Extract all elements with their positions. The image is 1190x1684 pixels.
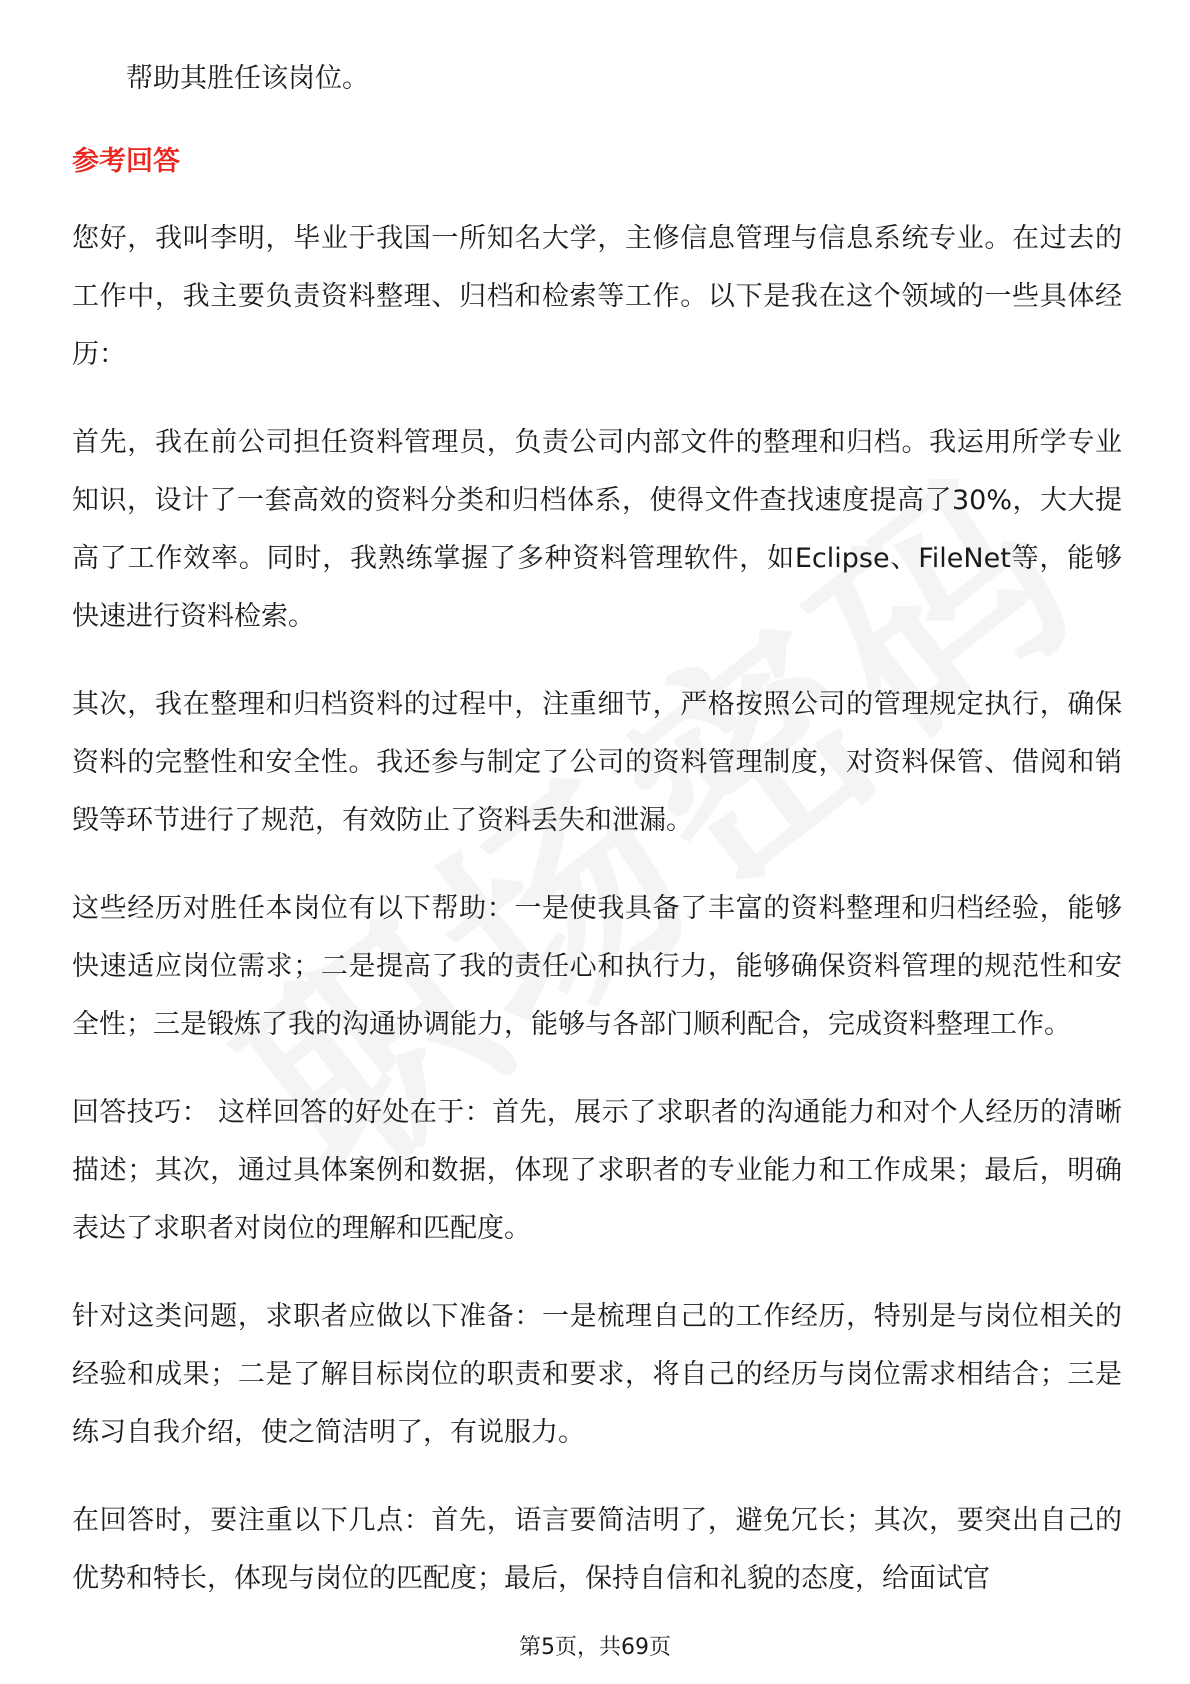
section-heading: 参考回答: [72, 146, 180, 177]
intro-continuation: 帮助其胜任该岗位。: [126, 63, 369, 94]
paragraph-1: 您好，我叫李明，毕业于我国一所知名大学，主修信息管理与信息系统专业。在过去的工作中，我主要负责资料整理、归档和检索等工作。以下是我在这个领域的一些具体经历：: [72, 223, 1122, 370]
paragraph-3: 其次，我在整理和归档资料的过程中，注重细节，严格按照公司的管理规定执行，确保资料的完整性和安全性。我还参与制定了公司的资料管理制度，对资料保管、借阅和销毁等环节进行了规范，有效防止了资料丢失和泄漏。: [72, 689, 1122, 836]
page-number: 第5页，共69页: [519, 1635, 671, 1660]
paragraph-2: 首先，我在前公司担任资料管理员，负责公司内部文件的整理和归档。我运用所学专业知识，设计了一套高效的资料分类和归档体系，使得文件查找速度提高了30%，大大提高了工作效率。同时，我熟练掌握了多种资料管理软件，如Eclipse、FileNet等，能够快速进行资料检索。: [72, 427, 1122, 632]
page-content: [72, 50, 1122, 1608]
paragraph-5: 回答技巧： 这样回答的好处在于：首先，展示了求职者的沟通能力和对个人经历的清晰描述；其次，通过具体案例和数据，体现了求职者的专业能力和工作成果；最后，明确表达了求职者对岗位的理解和匹配度。: [72, 1097, 1122, 1244]
paragraph-7: 在回答时，要注重以下几点：首先，语言要简洁明了，避免冗长；其次，要突出自己的优势和特长，体现与岗位的匹配度；最后，保持自信和礼貌的态度，给面试官: [72, 1505, 1122, 1594]
paragraph-4: 这些经历对胜任本岗位有以下帮助：一是使我具备了丰富的资料整理和归档经验，能够快速适应岗位需求；二是提高了我的责任心和执行力，能够确保资料管理的规范性和安全性；三是锻炼了我的沟通协调能力，能够与各部门顺利配合，完成资料整理工作。: [72, 893, 1122, 1040]
paragraph-6: 针对这类问题，求职者应做以下准备：一是梳理自己的工作经历，特别是与岗位相关的经验和成果；二是了解目标岗位的职责和要求，将自己的经历与岗位需求相结合；三是练习自我介绍，使之简洁明了，有说服力。: [72, 1301, 1122, 1448]
